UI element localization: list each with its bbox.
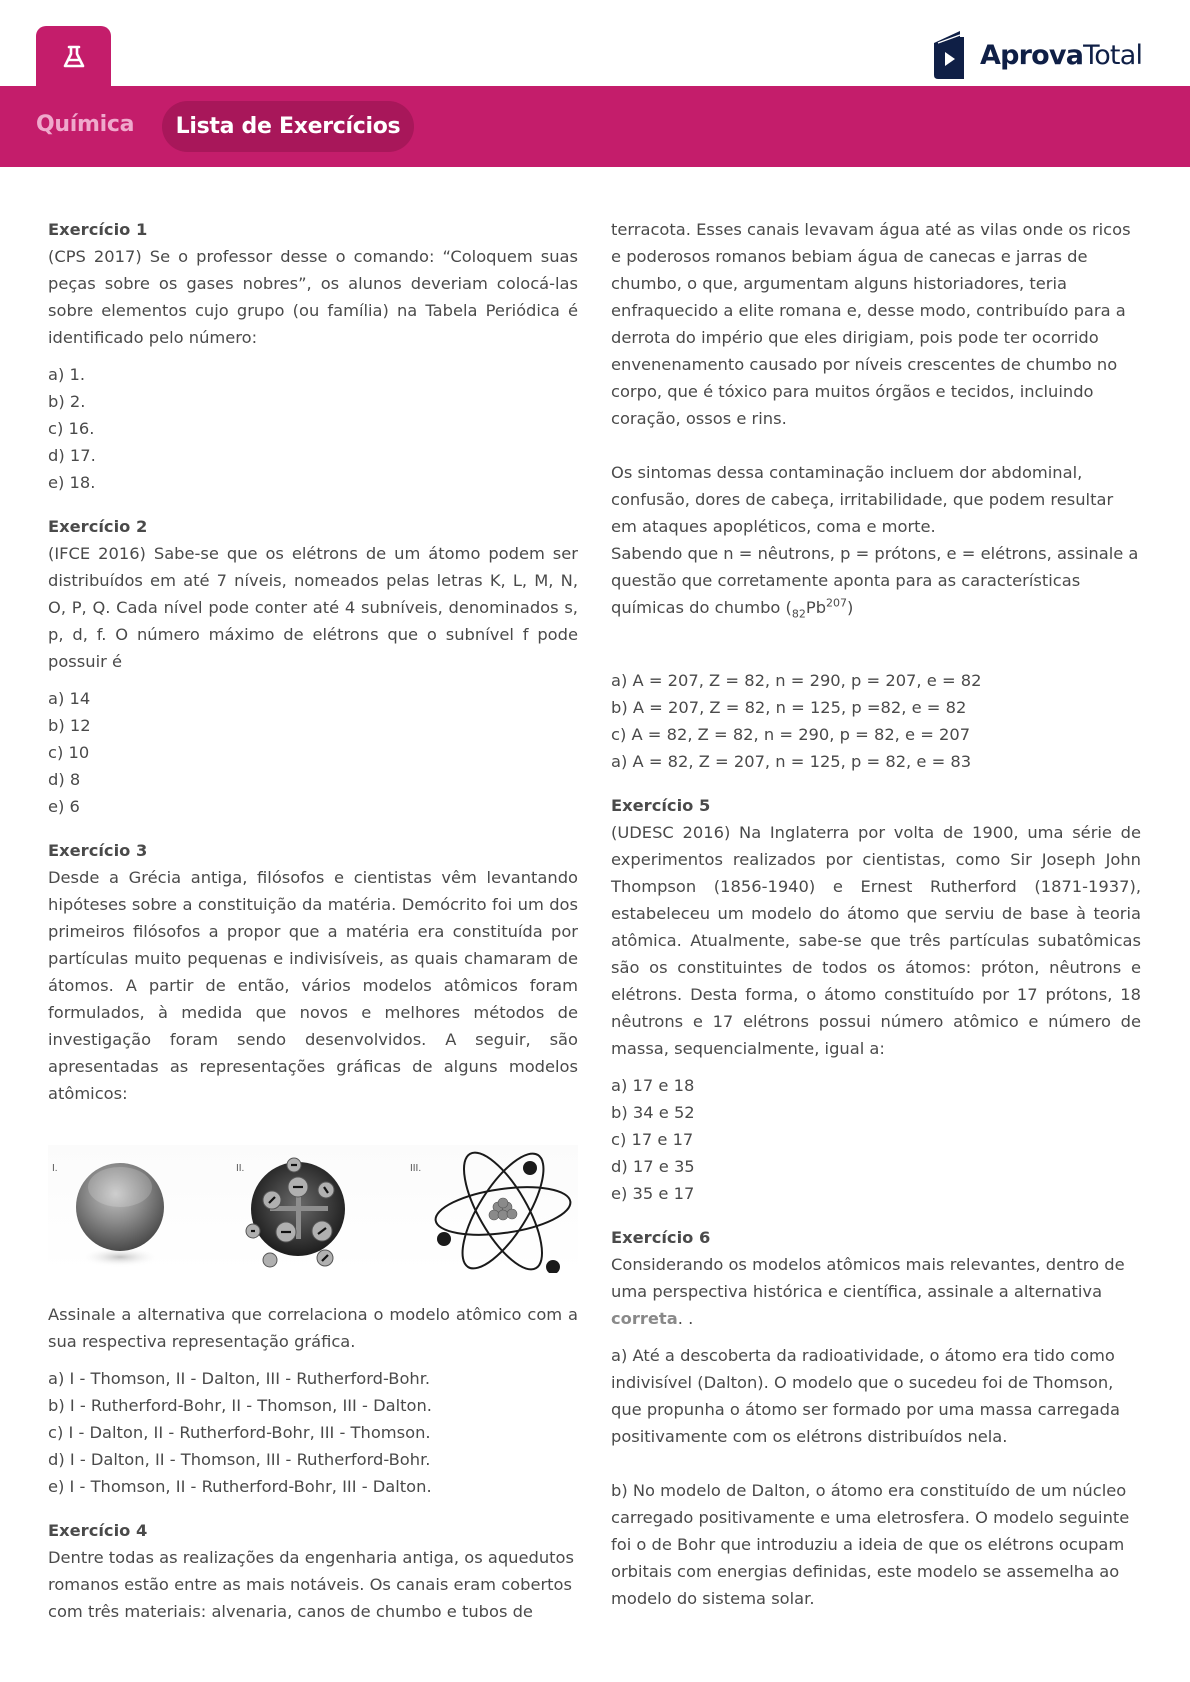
rutherford-bohr-model-icon: [433, 1145, 574, 1273]
option-d: d) 8: [48, 770, 81, 789]
exercise-text: (CPS 2017) Se o professor desse o comando: “Coloquem suas peças sobre os gases nobres”, os alunos deveriam colocá-las sobre elementos cujo grupo (ou família) na Tabela Periódica é identificado pelo número:: [48, 247, 578, 347]
exercise-text: Desde a Grécia antiga, filósofos e cientistas vêm levantando hipóteses sobre a constituição da matéria. Demócrito foi um dos primeiros filósofos a propor que a matéria era constituída por partículas muito pequenas e indivisíveis, as quais chamaram de átomos. A partir de então, vários modelos atômicos foram formulados, à medida que novos e melhores métodos de investigação foram sendo desenvolvidos. A seguir, são apresentadas as representações gráficas de alguns modelos atômicos:: [48, 868, 578, 1103]
option-d: d) 17 e 35: [611, 1157, 695, 1176]
brand-word-2: Total: [1083, 39, 1143, 71]
option-c: c) 10: [48, 743, 90, 762]
mass-number: 207: [826, 596, 848, 610]
option-e: e) 6: [48, 797, 80, 816]
emphasis-correta: correta: [611, 1309, 678, 1328]
exercise-title: Exercício 5: [611, 796, 711, 815]
option-b: b) A = 207, Z = 82, n = 125, p =82, e = 82: [611, 698, 967, 717]
exercise-text: Considerando os modelos atômicos mais relevantes, dentro de uma perspectiva histórica e científica, assinale a alternativa correta. .: [611, 1255, 1125, 1328]
exercise-4-text-part-4: Sabendo que n = nêutrons, p = prótons, e = elétrons, assinale a questão que corretamente aponta para as características químicas do chumbo $(_{82}Pb^{207})$: [611, 544, 1139, 621]
atomic-number: 82: [791, 607, 806, 621]
exercise-6: [611, 1224, 1141, 1612]
options-list: [48, 1365, 578, 1500]
figure-label-3: III.: [410, 1163, 422, 1174]
subject-label: Química: [36, 112, 135, 137]
option-a: a) 17 e 18: [611, 1076, 695, 1095]
exercise-4-text-part-2: terracota. Esses canais levavam água até as vilas onde os ricos e poderosos romanos bebiam água de canecas e jarras de chumbo, o que, argumentam alguns historiadores, teria enfraquecido a elite romana e, desse modo, contribuído para a derrota do império que eles dirigiam, pois pode ter ocorrido envenenamento causado por níveis crescentes de chumbo no corpo, que é tóxico para muitos órgãos e tecidos, incluindo coração, ossos e rins.: [611, 220, 1131, 428]
element-symbol: Pb: [805, 598, 827, 617]
exercise-text-part-1: Dentre todas as realizações da engenharia antiga, os aquedutos romanos estão entre as mais notáveis. Os canais eram cobertos com três materiais: alvenaria, canos de chumbo e tubos de: [48, 1548, 574, 1621]
option-e: e) 35 e 17: [611, 1184, 695, 1203]
option-d: d) 17.: [48, 446, 96, 465]
exercise-1: [48, 216, 578, 496]
right-column: [611, 216, 1141, 1629]
figure-label-1: I.: [52, 1163, 58, 1174]
brand-name: [980, 40, 1142, 71]
exercise-title: Exercício 2: [48, 517, 148, 536]
flask-icon: [61, 44, 87, 70]
option-b: b) 2.: [48, 392, 86, 411]
exercise-title: Exercício 3: [48, 841, 148, 860]
brand-word-1: Aprova: [980, 39, 1084, 71]
exercise-text: (UDESC 2016) Na Inglaterra por volta de 1900, uma série de experimentos realizados por cientistas, como Sir Joseph John Thompson (1856-1940) e Ernest Rutherford (1871-1937), estabeleceu um modelo do átomo que serviu de base à teoria atômica. Atualmente, sabe-se que três partículas subatômicas são os constituintes de todos os átomos: próton, nêutrons e elétrons. Desta forma, o átomo constituído por 17 prótons, 18 nêutrons e 17 elétrons possui número atômico e número de massa, sequencialmente, igual a:: [611, 823, 1141, 1058]
exercise-text: (IFCE 2016) Sabe-se que os elétrons de um átomo podem ser distribuídos em até 7 níveis, nomeados pelas letras K, L, M, N, O, P, Q. Cada nível pode conter até 4 subníveis, denominados s, p, d, f. O número máximo de elétrons que o subnível f pode possuir é: [48, 544, 578, 671]
option-c: c) 17 e 17: [611, 1130, 694, 1149]
left-column: [48, 216, 578, 1642]
thomson-model-icon: [246, 1158, 345, 1267]
option-b: b) No modelo de Dalton, o átomo era constituído de um núcleo carregado positivamente e uma eletrosfera. O modelo seguinte foi o de Bohr que introduziu a ideia de que os elétrons ocupam orbitais com energias definidas, este modelo se assemelha ao modelo do sistema solar.: [611, 1481, 1130, 1608]
option-a: a) A = 207, Z = 82, n = 290, p = 207, e = 82: [611, 671, 982, 690]
brand-logo: [932, 28, 1142, 82]
exercise-2: [48, 513, 578, 820]
exercise-4-options: [611, 667, 1141, 775]
option-b: b) 12: [48, 716, 91, 735]
dalton-sphere-icon: [76, 1163, 164, 1267]
exercise-title: Exercício 6: [611, 1228, 711, 1247]
option-e: e) I - Thomson, II - Rutherford-Bohr, III - Dalton.: [48, 1477, 432, 1496]
option-e: e) 18.: [48, 473, 96, 492]
option-a: a) Até a descoberta da radioatividade, o átomo era tido como indivisível (Dalton). O modelo que o sucedeu foi de Thomson, que propunha o átomo ser formado por uma massa carregada positivamente com os elétrons distribuídos nela.: [611, 1346, 1120, 1446]
exercise-title: Exercício 4: [48, 1521, 148, 1540]
options-list: [611, 1342, 1141, 1612]
exercise-question: Assinale a alternativa que correlaciona o modelo atômico com a sua respectiva representação gráfica.: [48, 1305, 578, 1351]
book-play-icon: [932, 29, 968, 81]
exercise-5: [611, 792, 1141, 1207]
option-d: d) I - Dalton, II - Thomson, III - Rutherford-Bohr.: [48, 1450, 431, 1469]
exercise-title: Exercício 1: [48, 220, 148, 239]
option-b: b) I - Rutherford-Bohr, II - Thomson, III - Dalton.: [48, 1396, 432, 1415]
figure-label-2: II.: [236, 1163, 245, 1174]
options-list: [611, 1072, 1141, 1207]
exercise-3: [48, 837, 578, 1500]
option-c: c) I - Dalton, II - Rutherford-Bohr, III - Thomson.: [48, 1423, 431, 1442]
options-list: [48, 361, 578, 496]
atomic-models-figure: [48, 1145, 578, 1273]
exercise-4: [48, 1517, 578, 1625]
option-b: b) 34 e 52: [611, 1103, 695, 1122]
subject-icon-tab: [36, 26, 111, 88]
option-a: a) I - Thomson, II - Dalton, III - Rutherford-Bohr.: [48, 1369, 431, 1388]
list-title-pill: Lista de Exercícios: [162, 101, 414, 152]
option-d: a) A = 82, Z = 207, n = 125, p = 82, e = 83: [611, 752, 972, 771]
options-list: [48, 685, 578, 820]
exercise-4-text-part-3: Os sintomas dessa contaminação incluem dor abdominal, confusão, dores de cabeça, irritabilidade, que podem resultar em ataques apopléticos, coma e morte.: [611, 463, 1114, 536]
option-c: c) A = 82, Z = 82, n = 290, p = 82, e = 207: [611, 725, 971, 744]
option-a: a) 1.: [48, 365, 86, 384]
option-c: c) 16.: [48, 419, 95, 438]
option-a: a) 14: [48, 689, 91, 708]
